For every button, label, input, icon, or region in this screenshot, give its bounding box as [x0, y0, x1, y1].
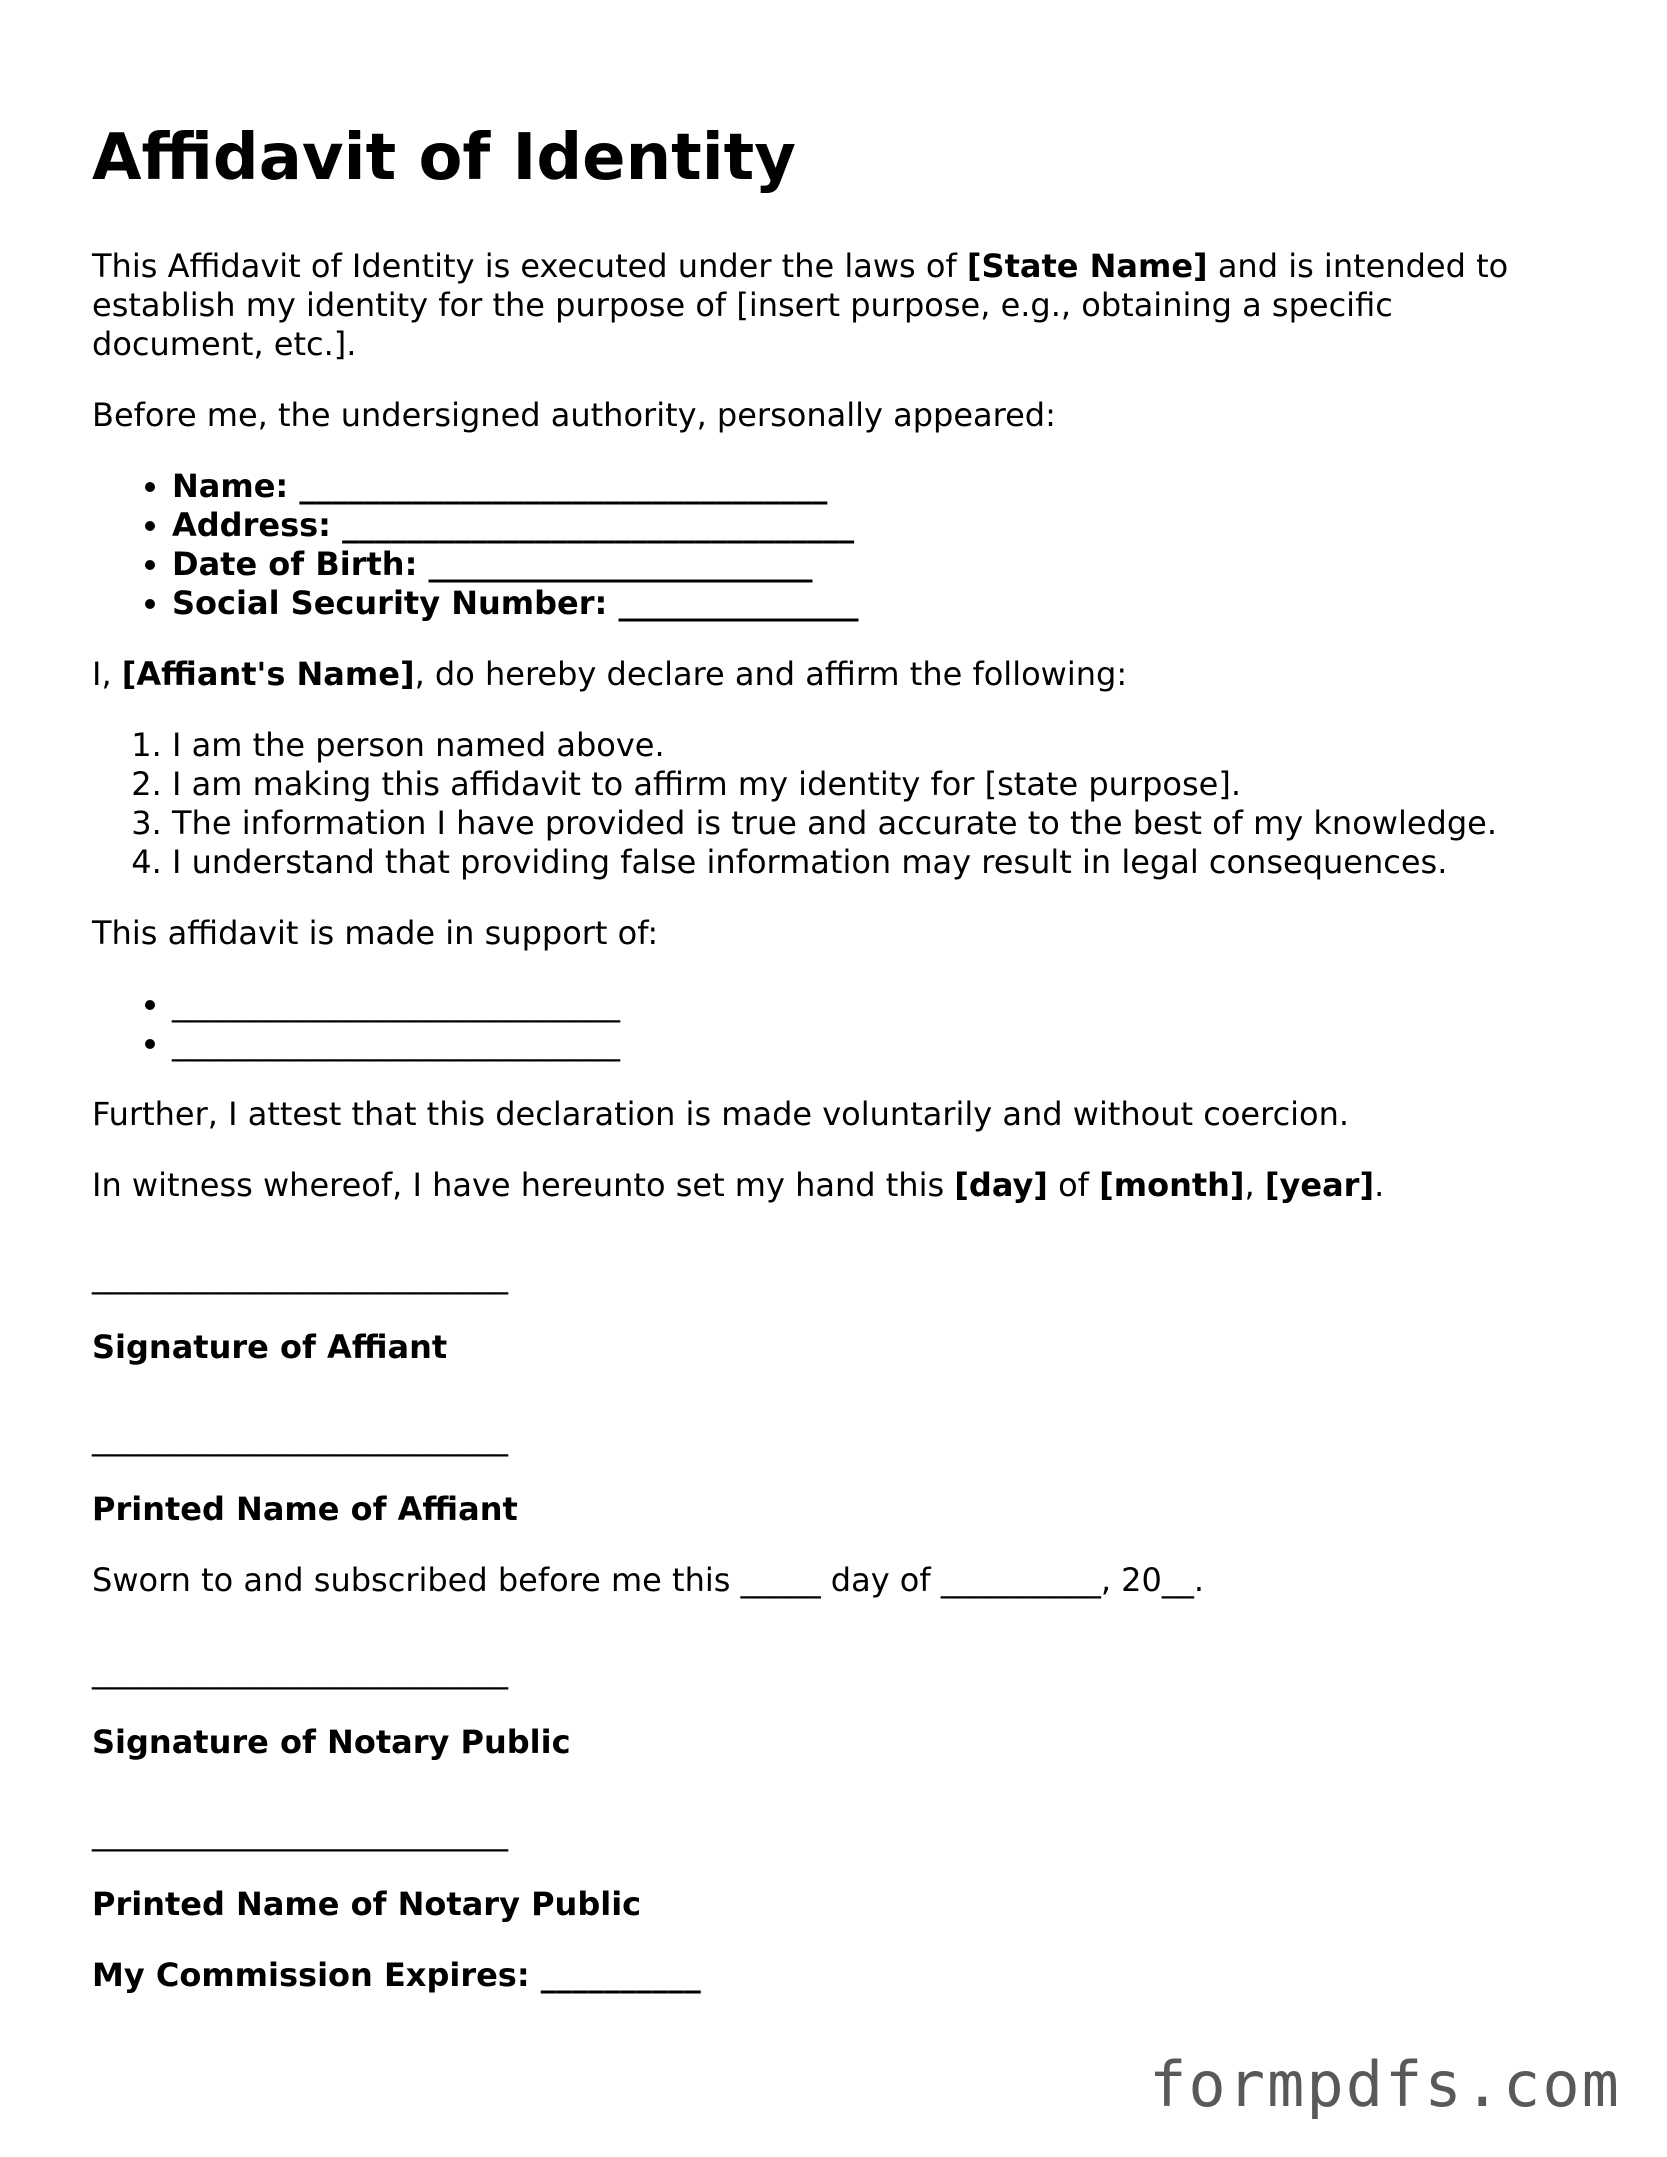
- support-item-blank[interactable]: • ____________________________: [172, 985, 1572, 1024]
- affiant-signature-label: Signature of Affiant: [92, 1327, 448, 1366]
- field-date-of-birth: • Date of Birth: ________________________: [172, 545, 1572, 584]
- notary-signature-line[interactable]: __________________________: [92, 1651, 508, 1690]
- intro-paragraph: [92, 247, 1572, 364]
- notary-signature-label: Signature of Notary Public: [92, 1722, 571, 1761]
- document-title: Affidavit of Identity: [92, 121, 796, 195]
- field-address: • Address: ________________________________: [172, 506, 1572, 545]
- field-name-blank[interactable]: _________________________________: [299, 466, 828, 505]
- day-placeholder: [day]: [954, 1165, 1048, 1204]
- statement-item: 1. I am the person named above.: [172, 726, 1572, 765]
- statement-item: 2. I am making this affidavit to affirm my identity for [state purpose].: [172, 765, 1572, 804]
- commission-expires: My Commission Expires: __________: [92, 1955, 701, 1994]
- statement-item: 3. The information I have provided is true and accurate to the best of my knowledge.: [172, 804, 1572, 843]
- field-name: • Name: _________________________________: [172, 467, 1572, 506]
- document-page: [92, 100, 1572, 2027]
- commission-expires-blank[interactable]: __________: [540, 1955, 701, 1994]
- sworn-paragraph: Sworn to and subscribed before me this _____ day of __________, 20__.: [92, 1560, 1205, 1599]
- declare-paragraph: I, [Affiant's Name], do hereby declare and affirm the following:: [92, 654, 1128, 693]
- watermark: formpdfs.com: [1149, 2048, 1621, 2121]
- identity-fields-list: [92, 467, 1572, 623]
- statements-list: [92, 726, 1572, 882]
- attest-paragraph: Further, I attest that this declaration is made voluntarily and without coercion.: [92, 1094, 1350, 1133]
- field-address-blank[interactable]: ________________________________: [342, 505, 855, 544]
- support-item-blank[interactable]: • ____________________________: [172, 1024, 1572, 1063]
- affiant-printed-name-line[interactable]: __________________________: [92, 1418, 508, 1457]
- affiant-printed-name-label: Printed Name of Affiant: [92, 1489, 518, 1528]
- affiant-name-placeholder: [Affiant's Name]: [121, 654, 415, 693]
- field-ssn-blank[interactable]: _______________: [618, 583, 859, 622]
- support-intro: This affidavit is made in support of:: [92, 913, 659, 952]
- state-name-placeholder: [State Name]: [966, 246, 1208, 285]
- intro-text-1: This Affidavit of Identity is executed under the laws of: [92, 246, 967, 285]
- support-list: [92, 985, 1572, 1063]
- appeared-paragraph: Before me, the undersigned authority, personally appeared:: [92, 395, 1056, 434]
- notary-printed-name-line[interactable]: __________________________: [92, 1813, 508, 1852]
- field-ssn: • Social Security Number: _______________: [172, 584, 1572, 623]
- affiant-signature-line[interactable]: __________________________: [92, 1256, 508, 1295]
- field-dob-blank[interactable]: ________________________: [428, 544, 813, 583]
- statement-item: 4. I understand that providing false information may result in legal consequences.: [172, 843, 1572, 882]
- intro-text-2: and is intended to establish my identity for the purpose of [insert purpose, e.g., obtaining a specific document, etc.].: [92, 246, 1509, 363]
- month-placeholder: [month]: [1099, 1165, 1245, 1204]
- year-placeholder: [year]: [1264, 1165, 1375, 1204]
- notary-printed-name-label: Printed Name of Notary Public: [92, 1884, 642, 1923]
- witness-paragraph: In witness whereof, I have hereunto set my hand this [day] of [month], [year].: [92, 1165, 1385, 1204]
